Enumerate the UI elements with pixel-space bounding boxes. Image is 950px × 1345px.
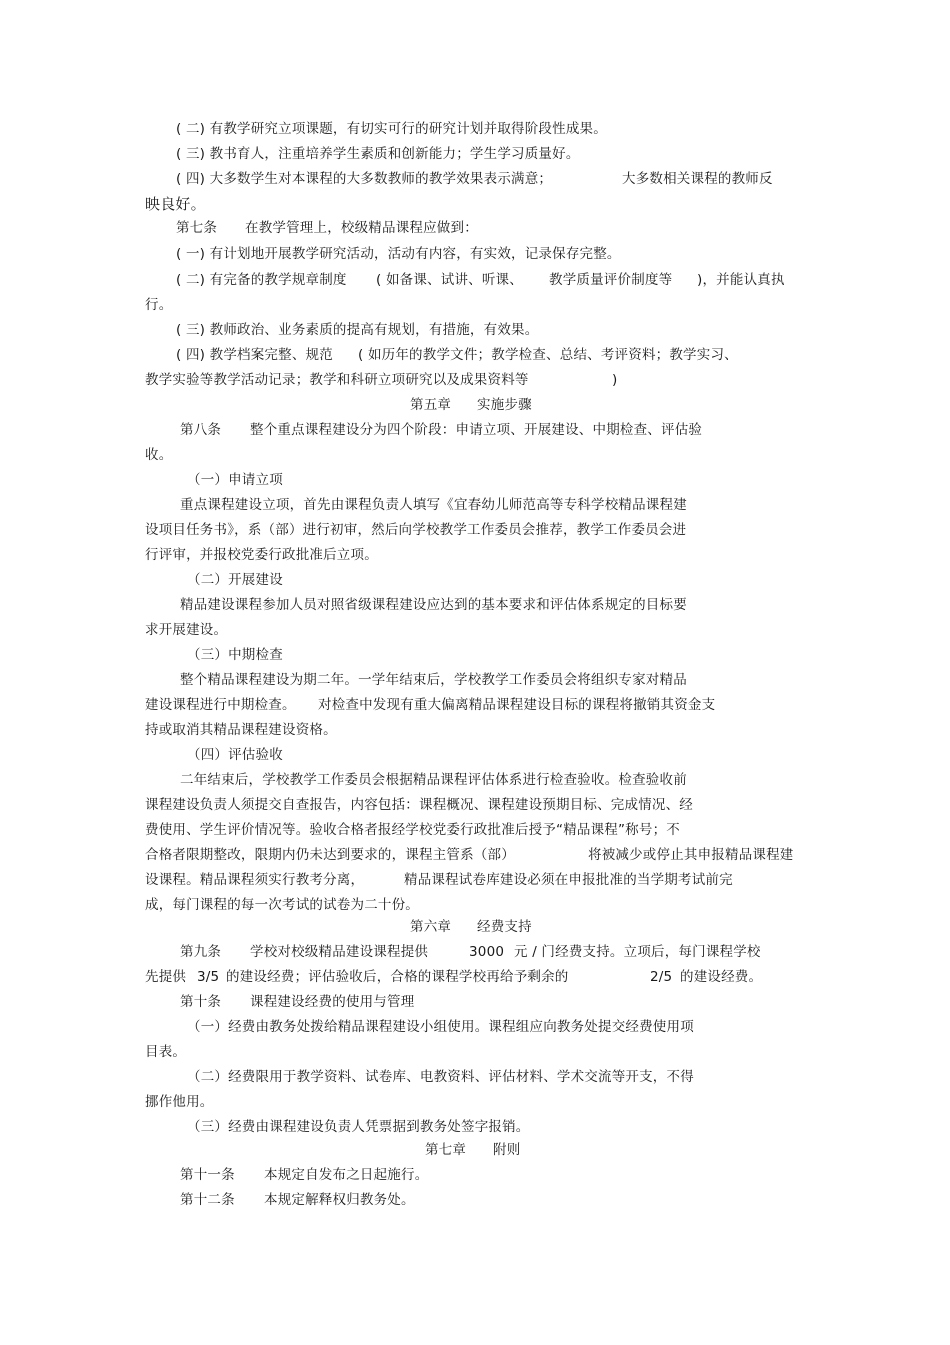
- paragraph-line: 先提供: [145, 969, 187, 985]
- paragraph-line: 成，每门课程的每一次考试的试卷为二十份。: [145, 897, 419, 913]
- chapter-heading: 第七章: [425, 1142, 467, 1158]
- chapter-heading: 经费支持: [477, 919, 532, 935]
- paragraph-line: 对检查中发现有重大偏离精品课程建设目标的课程将撤销其资金支: [318, 697, 716, 713]
- paragraph-line: 行。: [145, 297, 173, 313]
- chapter-heading: 附则: [493, 1142, 521, 1158]
- article-line: 第十一条: [180, 1167, 235, 1183]
- fraction-value: 3/5: [197, 969, 220, 985]
- paragraph-line: ( 三) 教书育人，注重培养学生素质和创新能力；学生学习质量好。: [176, 146, 580, 162]
- paragraph-line: 重点课程建设立项，首先由课程负责人填写《宜春幼儿师范高等专科学校精品课程建: [180, 497, 687, 513]
- subsection-heading: （三）中期检查: [187, 647, 283, 663]
- paragraph-line: 设项目任务书》，系（部）进行初审，然后向学校教学工作委员会推荐，教学工作委员会进: [145, 522, 687, 538]
- article-line: 本规定解释权归教务处。: [264, 1192, 415, 1208]
- paragraph-line: 整个精品课程建设为期二年。一学年结束后，学校教学工作委员会将组织专家对精品: [180, 672, 687, 688]
- paragraph-line: （三）经费由课程建设负责人凭票据到教务处签字报销。: [187, 1119, 530, 1135]
- paragraph-line: 的建设经费；评估验收后，合格的课程学校再给予剩余的: [226, 969, 569, 985]
- paragraph-line: ( 三) 教师政治、业务素质的提高有规划，有措施，有效果。: [176, 322, 539, 338]
- paragraph-line: ( 如备课、试讲、听课、: [376, 272, 523, 288]
- paragraph-line: 挪作他用。: [145, 1094, 214, 1110]
- paragraph-line: 目表。: [145, 1044, 187, 1060]
- paragraph-line: ( 一) 有计划地开展教学研究活动，活动有内容，有实效，记录保存完整。: [176, 246, 621, 262]
- paragraph-line: ( 二) 有教学研究立项课题，有切实可行的研究计划并取得阶段性成果。: [176, 121, 607, 137]
- paragraph-line: 收。: [145, 447, 173, 463]
- subsection-heading: （一）申请立项: [187, 472, 283, 488]
- article-line: 课程建设经费的使用与管理: [250, 994, 415, 1010]
- article-line: 第十条: [180, 994, 222, 1010]
- article-line: 第九条: [180, 944, 222, 960]
- paragraph-line: 设课程。精品课程须实行教考分离，: [145, 872, 365, 888]
- article-line: 在教学管理上，校级精品课程应做到：: [245, 220, 478, 236]
- paragraph-line: 建设课程进行中期检查。: [145, 697, 296, 713]
- paragraph-line: 精品课程试卷库建设必须在申报批准的当学期考试前完: [404, 872, 733, 888]
- paragraph-line: （一）经费由教务处拨给精品课程建设小组使用。课程组应向教务处提交经费使用项: [187, 1019, 694, 1035]
- paragraph-line: )，并能认真执: [697, 272, 785, 288]
- paragraph-line: 教学实验等教学活动记录；教学和科研立项研究以及成果资料等: [145, 372, 529, 388]
- chapter-heading: 第六章: [410, 919, 452, 935]
- article-line: 第七条: [176, 220, 218, 236]
- paragraph-line: 费使用、学生评价情况等。验收合格者报经学校党委行政批准后授予“精品课程”称号；不: [145, 822, 680, 838]
- fraction-value: 2/5: [650, 969, 673, 985]
- article-line: 第八条: [180, 422, 222, 438]
- paragraph-line: （二）经费限用于教学资料、试卷库、电教资料、评估材料、学术交流等开支，不得: [187, 1069, 694, 1085]
- article-line: 整个重点课程建设分为四个阶段：申请立项、开展建设、中期检查、评估验: [250, 422, 703, 438]
- paragraph-line: ( 四) 大多数学生对本课程的大多数教师的教学效果表示满意；: [176, 171, 553, 187]
- paragraph-line: 的建设经费。: [680, 969, 763, 985]
- paragraph-line: 大多数相关课程的教师反: [622, 171, 773, 187]
- subsection-heading: （四）评估验收: [187, 747, 283, 763]
- paragraph-line: 合格者限期整改，限期内仍未达到要求的，课程主管系（部）: [145, 847, 515, 863]
- article-line: 学校对校级精品建设课程提供: [250, 944, 429, 960]
- paragraph-line: ( 如历年的教学文件；教学检查、总结、考评资料；教学实习、: [358, 347, 738, 363]
- chapter-heading: 第五章: [410, 397, 452, 413]
- paragraph-line: 持或取消其精品课程建设资格。: [145, 722, 337, 738]
- paragraph-line: 精品建设课程参加人员对照省级课程建设应达到的基本要求和评估体系规定的目标要: [180, 597, 687, 613]
- paragraph-line: ( 二) 有完备的教学规章制度: [176, 272, 347, 288]
- paragraph-line: ): [612, 372, 618, 388]
- chapter-heading: 实施步骤: [477, 397, 532, 413]
- paragraph-line: 求开展建设。: [145, 622, 228, 638]
- paragraph-line: 教学质量评价制度等: [549, 272, 673, 288]
- article-line: 元 / 门经费支持。立项后，每门课程学校: [514, 944, 761, 960]
- paragraph-line: 行评审，并报校党委行政批准后立项。: [145, 547, 378, 563]
- article-line: 第十二条: [180, 1192, 235, 1208]
- paragraph-line: 将被减少或停止其申报精品课程建: [588, 847, 794, 863]
- article-line: 本规定自发布之日起施行。: [264, 1167, 429, 1183]
- paragraph-line: 二年结束后，学校教学工作委员会根据精品课程评估体系进行检查验收。检查验收前: [180, 772, 687, 788]
- paragraph-line: ( 四) 教学档案完整、规范: [176, 347, 333, 363]
- paragraph-line: 课程建设负责人须提交自查报告，内容包括：课程概况、课程建设预期目标、完成情况、经: [145, 797, 693, 813]
- amount-value: 3000: [469, 944, 505, 960]
- subsection-heading: （二）开展建设: [187, 572, 283, 588]
- paragraph-line: 映良好。: [145, 195, 206, 213]
